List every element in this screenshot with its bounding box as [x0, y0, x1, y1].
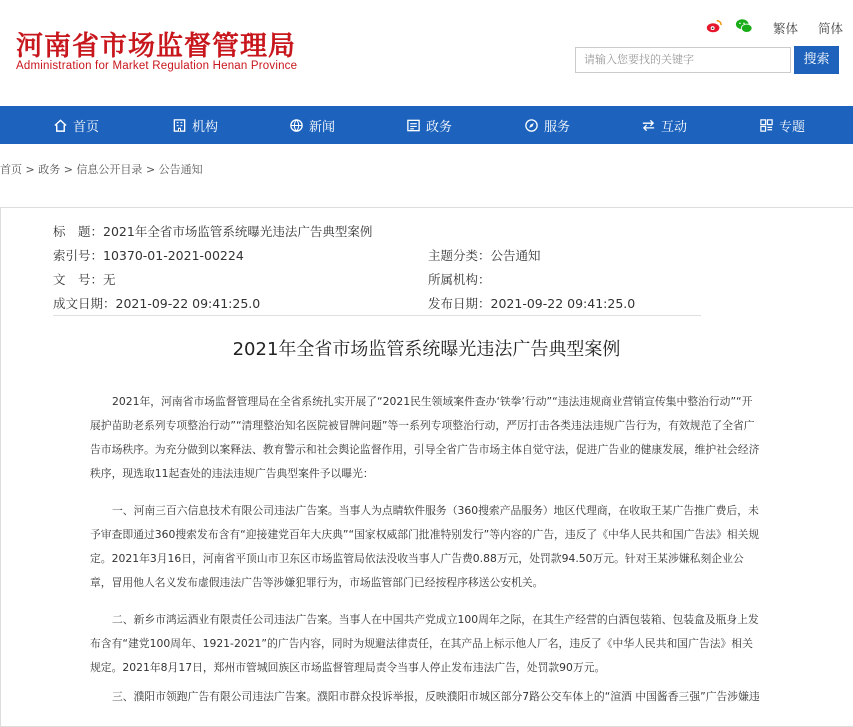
nav-label: 首页	[73, 119, 100, 135]
simplified-chinese-link[interactable]: 简体	[817, 20, 843, 36]
meta-created-value: 2021-09-22 09:41:25.0	[115, 296, 261, 311]
site-header	[0, 0, 853, 106]
search-input[interactable]: 请输入您要找的关键字	[575, 47, 791, 73]
home-icon	[53, 118, 68, 133]
meta-org	[428, 270, 491, 288]
search-button[interactable]: 搜索	[794, 46, 839, 74]
meta-index-value: 10370-01-2021-00224	[103, 248, 244, 263]
nav-item-special-topics[interactable]	[759, 106, 805, 144]
article-paragraph: 二、新乡市鸿运酒业有限责任公司违法广告案。当事人在中国共产党成立100周年之际，在其生产经营的白酒包装箱、包装盒及瓶身上发布含有“建党100周年、1921-2021”的广告内容，同时为规避法律责任，在其产品上标示他人厂名，违反了《中华人民共和国广告法》相关规定。2021年8月17日，郑州市管城回族区市场监督管理局责令当事人停止发布违法广告，处罚款90万元。	[90, 613, 759, 674]
breadcrumb-separator: >	[145, 163, 159, 176]
breadcrumb-home[interactable]: 首页	[0, 163, 22, 176]
metadata-divider	[53, 315, 701, 316]
breadcrumb-separator: >	[63, 163, 77, 176]
meta-category	[428, 246, 541, 264]
meta-published-label: 发布日期：	[428, 296, 491, 311]
meta-docno-value: 无	[103, 272, 116, 287]
main-nav	[0, 106, 853, 144]
article-paragraph: 2021年，河南省市场监督管理局在全省系统扎实开展了“2021民生领域案件查办‘铁拳’行动”“违法违规商业营销宣传集中整治行动”“开展护苗助老系列专项整治行动”“清理整治知名医院被冒牌问题”等一系列专项整治行动，严厉打击各类违法违规广告行为，有效规范了全省广告市场秩序。为充分做到以案释法、教育警示和社会舆论监督作用，引导全省广告市场主体自觉守法，促进广告业的健康发展，维护社会经济秩序，现选取11起查处的违法违规广告典型案件予以曝光：	[90, 395, 760, 480]
globe-icon	[289, 118, 304, 133]
meta-category-value: 公告通知	[490, 248, 541, 263]
article-heading: 2021年全省市场监管系统曝光违法广告典型案例	[232, 339, 621, 360]
article-paragraph: 三、濮阳市领跑广告有限公司违法广告案。濮阳市群众投诉举报，反映濮阳市城区部分7路公交车体上的“渲酒 中国酱香三强”广告涉嫌违	[112, 690, 760, 703]
meta-title-row	[53, 222, 372, 242]
breadcrumb	[0, 161, 203, 177]
weibo-icon[interactable]	[705, 17, 723, 38]
meta-title-label: 标 题：	[53, 224, 104, 239]
site-logo-english: Administration for Market Regulation Henan Province	[16, 60, 298, 72]
nav-item-interaction[interactable]	[641, 106, 687, 144]
site-logo-chinese[interactable]: 河南省市场监督管理局	[16, 31, 296, 62]
building-icon	[172, 118, 187, 133]
top-links	[705, 17, 843, 38]
nav-label: 新闻	[309, 119, 336, 135]
exchange-icon	[641, 118, 656, 133]
nav-item-news[interactable]	[289, 106, 335, 144]
nav-item-government[interactable]	[406, 106, 452, 144]
nav-item-service[interactable]	[524, 106, 570, 144]
nav-label: 机构	[192, 119, 219, 135]
meta-docno-label: 文 号：	[53, 272, 104, 287]
meta-category-label: 主题分类：	[428, 248, 491, 263]
traditional-chinese-link[interactable]: 繁体	[772, 20, 798, 36]
meta-org-label: 所属机构：	[428, 272, 491, 287]
nav-label: 互动	[661, 119, 688, 135]
breadcrumb-catalog[interactable]: 信息公开目录	[76, 163, 143, 176]
breadcrumb-separator: >	[25, 163, 39, 176]
meta-docno-row	[53, 270, 753, 290]
breadcrumb-notices[interactable]: 公告通知	[158, 163, 203, 176]
breadcrumb-government[interactable]: 政务	[38, 163, 61, 176]
nav-item-home[interactable]	[53, 106, 99, 144]
meta-index-row	[53, 246, 753, 266]
article-paragraph: 一、河南三百六信息技术有限公司违法广告案。当事人为点睛软件服务（360搜索产品服务）地区代理商，在收取王某广告推广费后，未予审查即通过360搜索发布含有“迎接建党百年大庆典”“国家权威部门批准特别发行”等内容的广告，违反了《中华人民共和国广告法》相关规定。2021年3月16日，河南省平顶山市卫东区市场监管局依法没收当事人广告费0.88万元，处罚款94.50万元。针对王某涉嫌私刻企业公章，冒用他人名义发布虚假违法广告等涉嫌犯罪行为，市场监管部门已经按程序移送公安机关。	[90, 504, 760, 589]
meta-index-label: 索引号：	[53, 248, 104, 263]
meta-date-row	[53, 294, 753, 314]
nav-label: 专题	[779, 119, 806, 135]
document-icon	[406, 118, 421, 133]
nav-label: 政务	[426, 119, 453, 135]
wechat-icon[interactable]	[735, 17, 753, 38]
meta-title-value: 2021年全省市场监管系统曝光违法广告典型案例	[103, 224, 373, 239]
nav-label: 服务	[544, 119, 571, 135]
grid-icon	[759, 118, 774, 133]
meta-published	[428, 294, 635, 312]
meta-published-value: 2021-09-22 09:41:25.0	[490, 296, 636, 311]
compass-icon	[524, 118, 539, 133]
nav-item-organization[interactable]	[172, 106, 218, 144]
meta-created-label: 成文日期：	[53, 296, 116, 311]
